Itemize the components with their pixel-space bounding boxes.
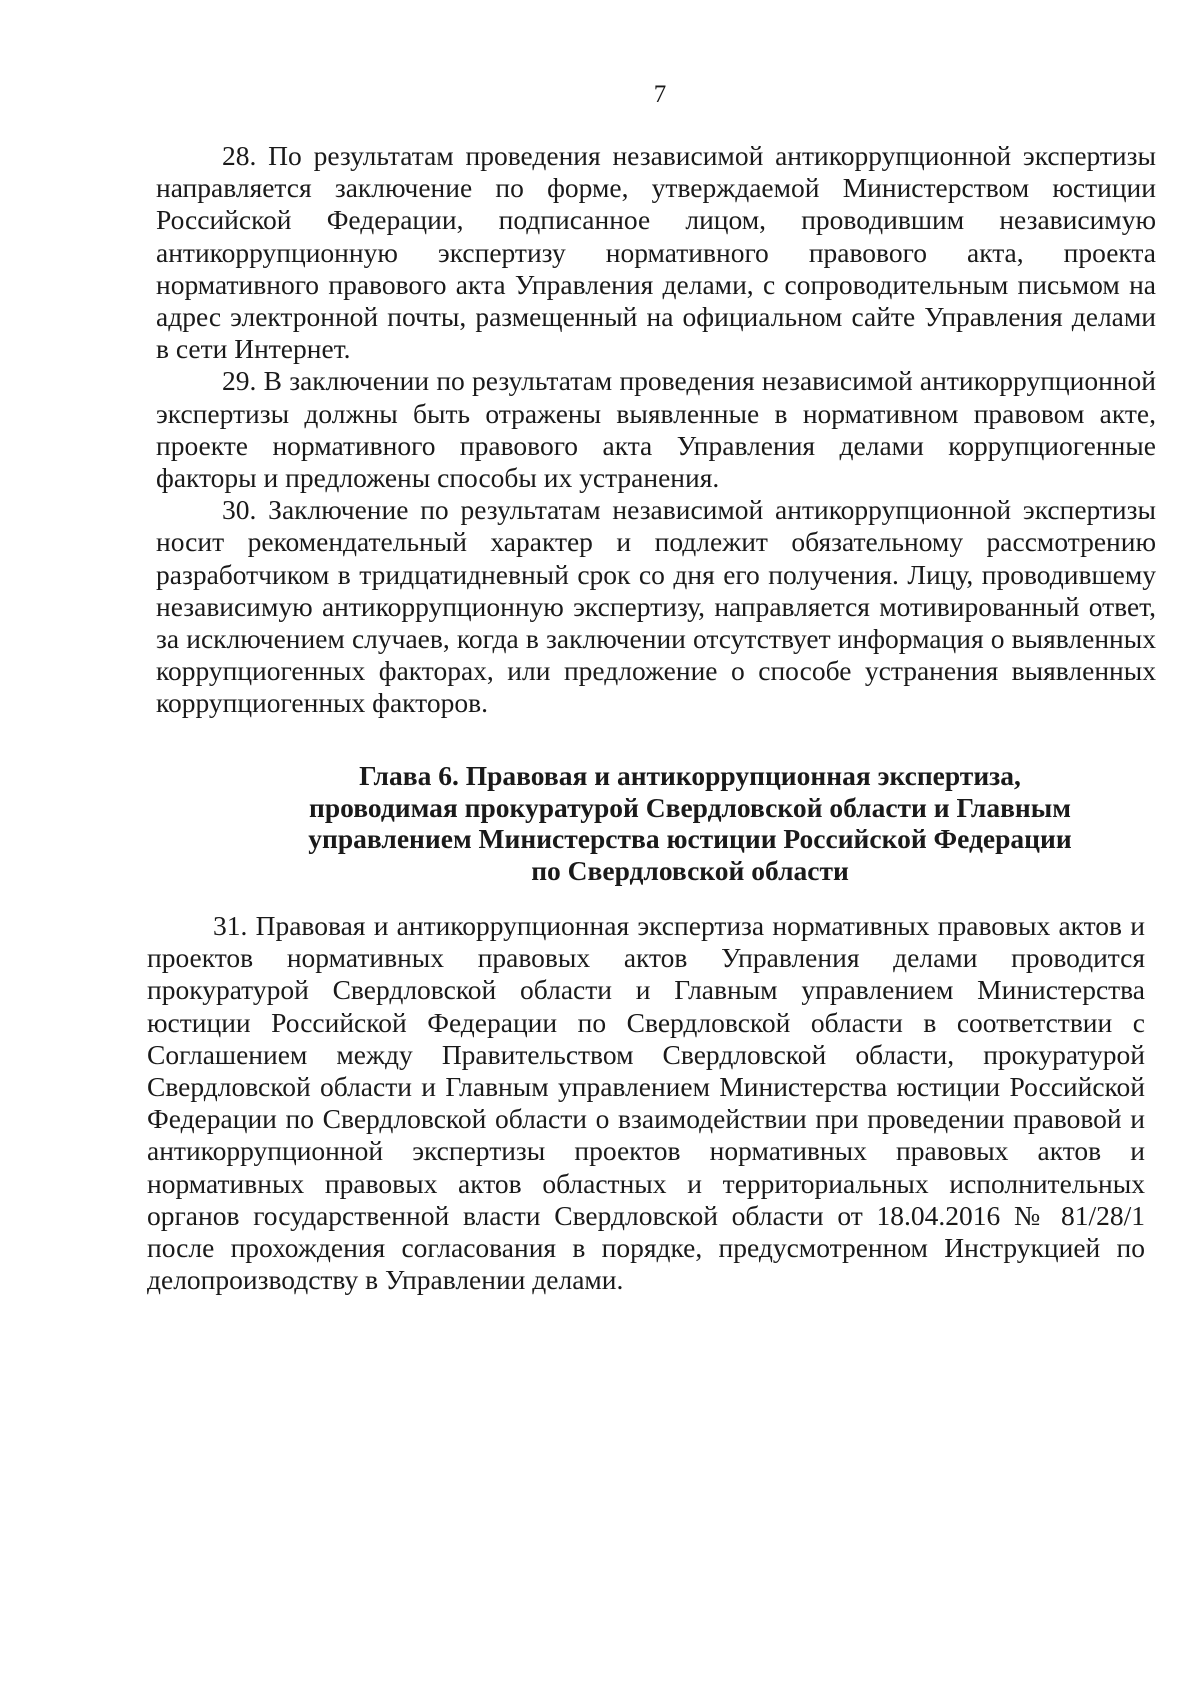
paragraph-29: 29. В заключении по результатам проведения независимой антикоррупционной экспертизы должны быть отражены выявленные в нормативном правовом акте, проекте нормативного правового акта Управления делами коррупциогенные факторы и предложены способы их устранения. bbox=[156, 365, 1156, 494]
paragraph-31: 31. Правовая и антикоррупционная экспертиза нормативных правовых актов и проектов нормативных правовых актов Управления делами проводится прокуратурой Свердловской области и Главным управлением Министерства юстиции Российской Федерации по Свердловской области в соответствии с Соглашением между Правительством Свердловской области, прокуратурой Свердловской области и Главным управлением Министерства юстиции Российской Федерации по Свердловской области о взаимодействии при проведении правовой и антикоррупционной экспертизы проектов нормативных правовых актов и нормативных правовых актов областных и территориальных исполнительных органов государственной власти Свердловской области от 18.04.2016 № 81/28/1 после прохождения согласования в порядке, предусмотренном Инструкцией по делопроизводству в Управлении делами. bbox=[147, 910, 1145, 1296]
paragraphs-section-top bbox=[156, 140, 1156, 720]
chapter-heading-line: по Свердловской области bbox=[531, 854, 849, 886]
paragraph-28: 28. По результатам проведения независимой антикоррупционной экспертизы направляется заключение по форме, утверждаемой Министерством юстиции Российской Федерации, подписанное лицом, проводившим независимую антикоррупционную экспертизу нормативного правового акта, проекта нормативного правового акта Управления делами, с сопроводительным письмом на адрес электронной почты, размещенный на официальном сайте Управления делами в сети Интернет. bbox=[156, 140, 1156, 365]
chapter-heading-line: управлением Министерства юстиции Российской Федерации bbox=[308, 823, 1072, 854]
chapter-heading-line: проводимая прокуратурой Свердловской области и Главным bbox=[309, 791, 1071, 823]
chapter-heading bbox=[190, 760, 1190, 886]
page-number: 7 bbox=[653, 81, 667, 108]
paragraphs-section-bottom bbox=[147, 910, 1145, 1296]
chapter-heading-line: Глава 6. Правовая и антикоррупционная экспертиза, bbox=[359, 760, 1021, 791]
paragraph-30: 30. Заключение по результатам независимой антикоррупционной экспертизы носит рекомендательный характер и подлежит обязательному рассмотрению разработчиком в тридцатидневный срок со дня его получения. Лицу, проводившему независимую антикоррупционную экспертизу, направляется мотивированный ответ, за исключением случаев, когда в заключении отсутствует информация о выявленных коррупциогенных факторах, или предложение о способе устранения выявленных коррупциогенных факторов. bbox=[156, 494, 1156, 719]
